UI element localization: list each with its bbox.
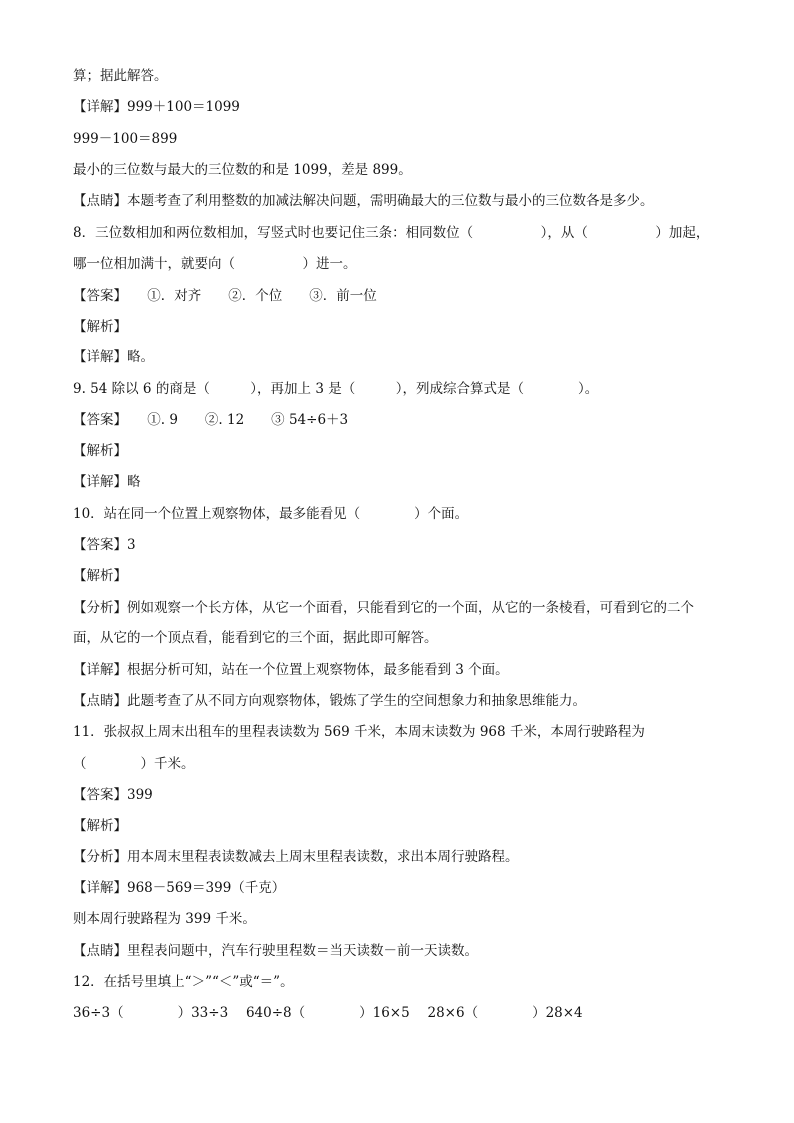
text-line: 999－100＝899 <box>73 131 178 147</box>
detail-line: 【详解】略 <box>73 474 141 490</box>
question-9: 9. 54 除以 6 的商是（ ），再加上 3 是（ ），列成综合算式是（ ）。 <box>73 381 599 397</box>
analysis-heading: 【解析】 <box>73 443 127 459</box>
text-line: 最小的三位数与最大的三位数的和是 1099，差是 899。 <box>73 162 412 178</box>
comparison-row: 36÷3（ ）33÷3 640÷8（ ）16×5 28×6（ ）28×4 <box>73 1005 583 1021</box>
question-11: 11．张叔叔上周末出租车的里程表读数为 569 千米，本周末读数为 968 千米，本周行驶路程为 <box>73 724 645 740</box>
detail-line: 【详解】968－569＝399（千克） <box>73 880 286 896</box>
analysis-heading: 【解析】 <box>73 818 127 834</box>
tip-line: 【点睛】此题考查了从不同方向观察物体，锻炼了学生的空间想象力和抽象思维能力。 <box>73 693 586 709</box>
detail-line: 【详解】略。 <box>73 349 154 365</box>
question-8: 8．三位数相加和两位数相加，写竖式时也要记住三条：相同数位（ ），从（ ）加起， <box>73 225 710 241</box>
question-10: 10．站在同一个位置上观察物体，最多能看见（ ）个面。 <box>73 506 469 522</box>
text-line: 则本周行驶路程为 399 千米。 <box>73 911 256 927</box>
detail-line: 【详解】999＋100＝1099 <box>73 99 240 115</box>
question-12: 12．在括号里填上“＞”“＜”或“＝”。 <box>73 974 294 990</box>
question-8-continued: 哪一位相加满十，就要向（ ）进一。 <box>73 256 357 272</box>
analysis-line: 【分析】用本周末里程表读数减去上周末里程表读数，求出本周行驶路程。 <box>73 849 519 865</box>
question-11-continued: （ ）千米。 <box>73 756 195 772</box>
analysis-heading: 【解析】 <box>73 568 127 584</box>
tip-line: 【点睛】里程表问题中，汽车行驶里程数＝当天读数－前一天读数。 <box>73 943 478 959</box>
answer-line: 【答案】 ①. 9 ②. 12 ③ 54÷6＋3 <box>73 412 349 428</box>
answer-line: 【答案】399 <box>73 787 153 803</box>
text-line: 算；据此解答。 <box>73 68 168 84</box>
answer-line: 【答案】 ①．对齐 ②．个位 ③．前一位 <box>73 288 377 304</box>
analysis-line: 【分析】例如观察一个长方体，从它一个面看，只能看到它的一个面，从它的一条棱看，可看到它的二个 <box>73 600 694 616</box>
analysis-line-continued: 面，从它的一个顶点看，能看到它的三个面，据此即可解答。 <box>73 630 438 646</box>
analysis-heading: 【解析】 <box>73 319 127 335</box>
answer-line: 【答案】3 <box>73 537 136 553</box>
detail-line: 【详解】根据分析可知，站在一个位置上观察物体，最多能看到 3 个面。 <box>73 662 509 678</box>
tip-line: 【点睛】本题考查了利用整数的加减法解决问题，需明确最大的三位数与最小的三位数各是多少。 <box>73 193 654 209</box>
